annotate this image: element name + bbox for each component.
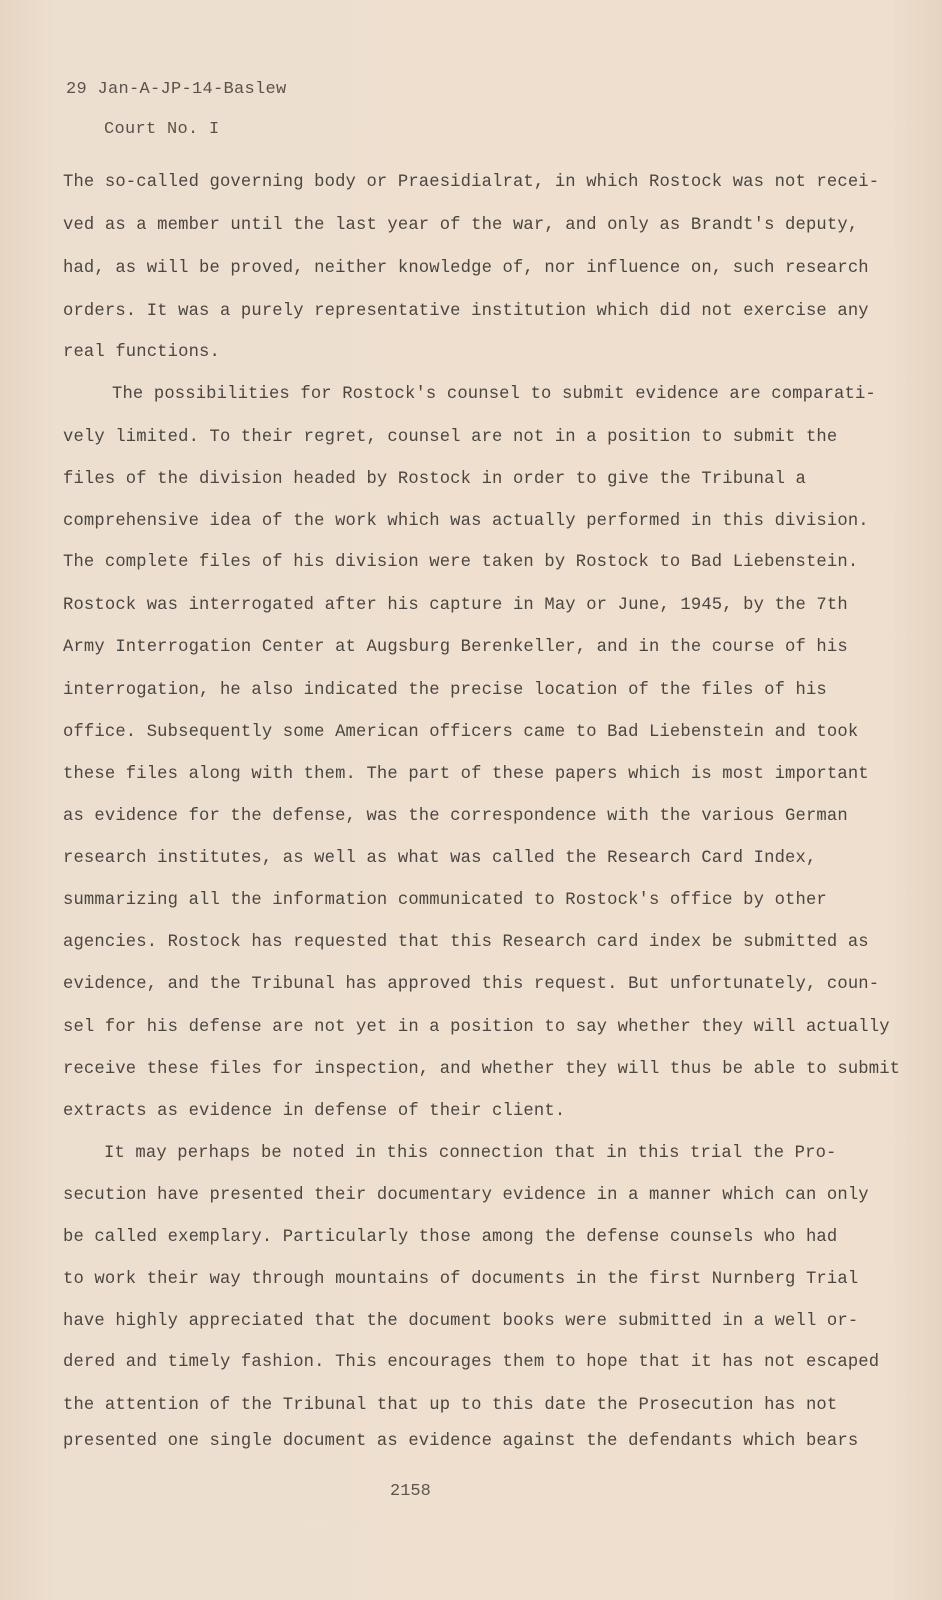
text-line: presented one single document as evidence against the defendants which bears: [63, 1432, 859, 1451]
text-line: office. Subsequently some American officers came to Bad Liebenstein and took: [63, 723, 859, 742]
text-line: Army Interrogation Center at Augsburg Berenkeller, and in the course of his: [63, 638, 848, 657]
text-line: ved as a member until the last year of the war, and only as Brandt's deputy,: [63, 216, 859, 235]
text-line: sel for his defense are not yet in a position to say whether they will actually: [63, 1018, 890, 1037]
text-line: summarizing all the information communicated to Rostock's office by other: [63, 891, 827, 910]
court-label: Court No. I: [104, 120, 220, 139]
document-reference: 29 Jan-A-JP-14-Baslew: [66, 80, 287, 99]
text-line: It may perhaps be noted in this connection that in this trial the Pro-: [104, 1144, 837, 1163]
text-line: real functions.: [63, 343, 220, 362]
text-line: receive these files for inspection, and whether they will thus be able to submit: [63, 1060, 901, 1079]
text-line: orders. It was a purely representative institution which did not exercise any: [63, 302, 869, 321]
text-line: evidence, and the Tribunal has approved this request. But unfortunately, coun-: [63, 975, 880, 994]
text-line: The possibilities for Rostock's counsel to submit evidence are comparati-: [112, 385, 876, 404]
page-number: 2158: [390, 1482, 431, 1501]
text-line: to work their way through mountains of documents in the first Nurnberg Trial: [63, 1270, 859, 1289]
text-line: extracts as evidence in defense of their client.: [63, 1102, 566, 1121]
text-line: Rostock was interrogated after his capture in May or June, 1945, by the 7th: [63, 596, 848, 615]
text-line: have highly appreciated that the document books were submitted in a well or-: [63, 1312, 859, 1331]
text-line: be called exemplary. Particularly those among the defense counsels who had: [63, 1228, 838, 1247]
text-line: The complete files of his division were taken by Rostock to Bad Liebenstein.: [63, 553, 859, 572]
text-line: interrogation, he also indicated the precise location of the files of his: [63, 681, 827, 700]
text-line: research institutes, as well as what was called the Research Card Index,: [63, 849, 817, 868]
text-line: The so-called governing body or Praesidialrat, in which Rostock was not recei-: [63, 173, 880, 192]
text-line: had, as will be proved, neither knowledge of, nor influence on, such research: [63, 259, 869, 278]
text-line: vely limited. To their regret, counsel are not in a position to submit the: [63, 428, 838, 447]
text-line: comprehensive idea of the work which was actually performed in this division.: [63, 512, 869, 531]
text-line: the attention of the Tribunal that up to this date the Prosecution has not: [63, 1396, 838, 1415]
text-line: files of the division headed by Rostock in order to give the Tribunal a: [63, 470, 806, 489]
text-line: secution have presented their documentary evidence in a manner which can only: [63, 1186, 869, 1205]
text-line: as evidence for the defense, was the correspondence with the various German: [63, 807, 848, 826]
text-line: dered and timely fashion. This encourages them to hope that it has not escaped: [63, 1353, 880, 1372]
text-line: these files along with them. The part of these papers which is most important: [63, 765, 869, 784]
text-line: agencies. Rostock has requested that this Research card index be submitted as: [63, 933, 869, 952]
